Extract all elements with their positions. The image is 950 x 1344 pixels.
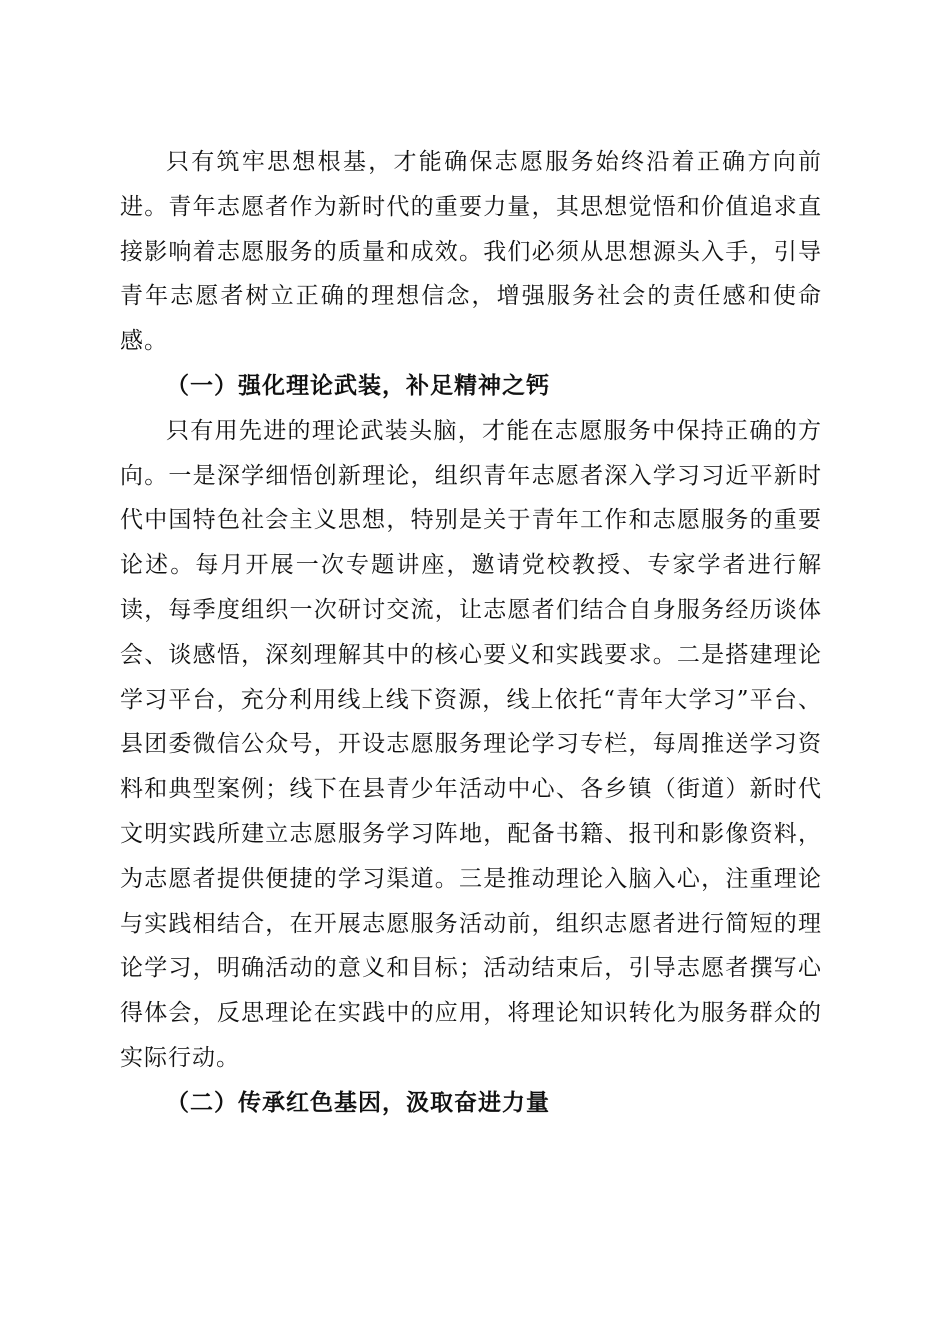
paragraph-theory: 只有用先进的理论武装头脑，才能在志愿服务中保持正确的方向。一是深学细悟创新理论，组织青年志愿者深入学习习近平新时代中国特色社会主义思想，特别是关于青年工作和志愿服务的重要论述。每月开展一次专题讲座，邀请党校教授、专家学者进行解读，每季度组织一次研讨交流，让志愿者们结合自身服务经历谈体会、谈感悟，深刻理解其中的核心要义和实践要求。二是搭建理论学习平台，充分利用线上线下资源，线上依托“青年大学习”平台、县团委微信公众号，开设志愿服务理论学习专栏，每周推送学习资料和典型案例；线下在县青少年活动中心、各乡镇（街道）新时代文明实践所建立志愿服务学习阵地，配备书籍、报刊和影像资料，为志愿者提供便捷的学习渠道。三是推动理论入脑入心，注重理论与实践相结合，在开展志愿服务活动前，组织志愿者进行简短的理论学习，明确活动的意义和目标；活动结束后，引导志愿者撰写心得体会，反思理论在实践中的应用，将理论知识转化为服务群众的实际行动。 [120,417,822,1071]
document-body [120,140,822,1126]
paragraph-intro: 只有筑牢思想根基，才能确保志愿服务始终沿着正确方向前进。青年志愿者作为新时代的重要力量，其思想觉悟和价值追求直接影响着志愿服务的质量和成效。我们必须从思想源头入手，引导青年志愿者树立正确的理想信念，增强服务社会的责任感和使命感。 [120,149,822,355]
section-heading-1: （一）强化理论武装，补足精神之钙 [166,371,550,399]
section-heading-2: （二）传承红色基因，汲取奋进力量 [166,1088,550,1116]
